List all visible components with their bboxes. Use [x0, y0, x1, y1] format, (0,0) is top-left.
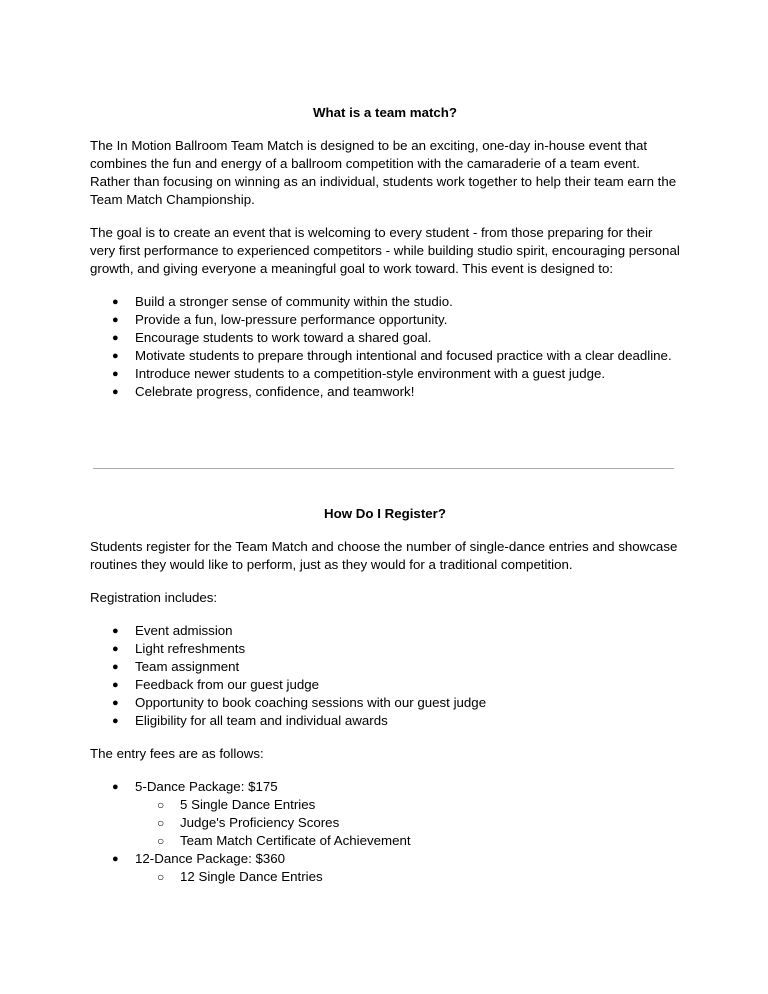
list-item: ● Provide a fun, low-pressure performance opportunity. [112, 312, 448, 327]
hollow-bullet-icon: ○ [157, 798, 165, 812]
package-label: 12-Dance Package: $360 [135, 851, 286, 866]
bullet-icon: ● [112, 368, 119, 380]
list-item: ● Encourage students to work toward a shared goal. [112, 330, 432, 345]
list-item: ● Celebrate progress, confidence, and teamwork! [112, 384, 415, 399]
package-sublist [135, 868, 680, 886]
goals-list [90, 293, 680, 401]
list-item: ● Opportunity to book coaching sessions with our guest judge [112, 695, 487, 710]
bullet-icon: ● [112, 386, 119, 398]
includes-list [90, 622, 680, 730]
section-divider [93, 468, 674, 469]
includes-intro: Registration includes: [90, 590, 218, 605]
intro-paragraph: The In Motion Ballroom Team Match is designed to be an exciting, one-day in-house event that combines the fun and energy of a ballroom competition with the camaraderie of a team event. Rather than focusing on winning as an individual, students work together to help their team earn the Team Match Championship. [90, 138, 677, 207]
goal-paragraph: The goal is to create an event that is welcoming to every student - from those preparing for their very first performance to experienced competitors - while building studio spirit, encouraging personal growth, and giving everyone a meaningful goal to work toward. This event is designed to: [90, 225, 680, 276]
list-item: ● Eligibility for all team and individual awards [112, 713, 388, 728]
bullet-icon: ● [112, 661, 119, 673]
hollow-bullet-icon: ○ [157, 870, 165, 884]
packages-list [90, 778, 680, 886]
bullet-icon: ● [112, 853, 119, 865]
fees-intro: The entry fees are as follows: [90, 746, 264, 761]
list-item: ○ 12 Single Dance Entries [157, 869, 323, 884]
list-item: ○ 5 Single Dance Entries [157, 797, 316, 812]
list-item: ● Introduce newer students to a competition-style environment with a guest judge. [112, 366, 606, 381]
list-item: ○ Judge's Proficiency Scores [157, 815, 340, 830]
list-item: ● Build a stronger sense of community within the studio. [112, 294, 453, 309]
bullet-icon: ● [112, 296, 119, 308]
section-heading: What is a team match? [312, 105, 458, 120]
list-item: ● Event admission [112, 623, 233, 638]
bullet-icon: ● [112, 781, 119, 793]
list-item: ● Team assignment [112, 659, 240, 674]
hollow-bullet-icon: ○ [157, 816, 165, 830]
bullet-icon: ● [112, 643, 119, 655]
bullet-icon: ● [112, 697, 119, 709]
list-item: ○ Team Match Certificate of Achievement [157, 833, 411, 848]
hollow-bullet-icon: ○ [157, 834, 165, 848]
bullet-icon: ● [112, 679, 119, 691]
package-item [90, 850, 680, 886]
bullet-icon: ● [112, 715, 119, 727]
list-item: ● Feedback from our guest judge [112, 677, 320, 692]
bullet-icon: ● [112, 314, 119, 326]
register-paragraph: Students register for the Team Match and choose the number of single-dance entries and showcase routines they would like to perform, just as they would for a traditional competition. [90, 539, 678, 572]
list-item: ● Motivate students to prepare through intentional and focused practice with a clear deadline. [112, 348, 672, 363]
package-item [90, 778, 680, 850]
bullet-icon: ● [112, 625, 119, 637]
package-label: 5-Dance Package: $175 [135, 779, 278, 794]
bullet-icon: ● [112, 332, 119, 344]
bullet-icon: ● [112, 350, 119, 362]
section-team-match [90, 104, 680, 401]
section-register [90, 505, 680, 886]
list-item: ● Light refreshments [112, 641, 246, 656]
section-heading: How Do I Register? [324, 506, 446, 521]
package-sublist [135, 796, 680, 850]
